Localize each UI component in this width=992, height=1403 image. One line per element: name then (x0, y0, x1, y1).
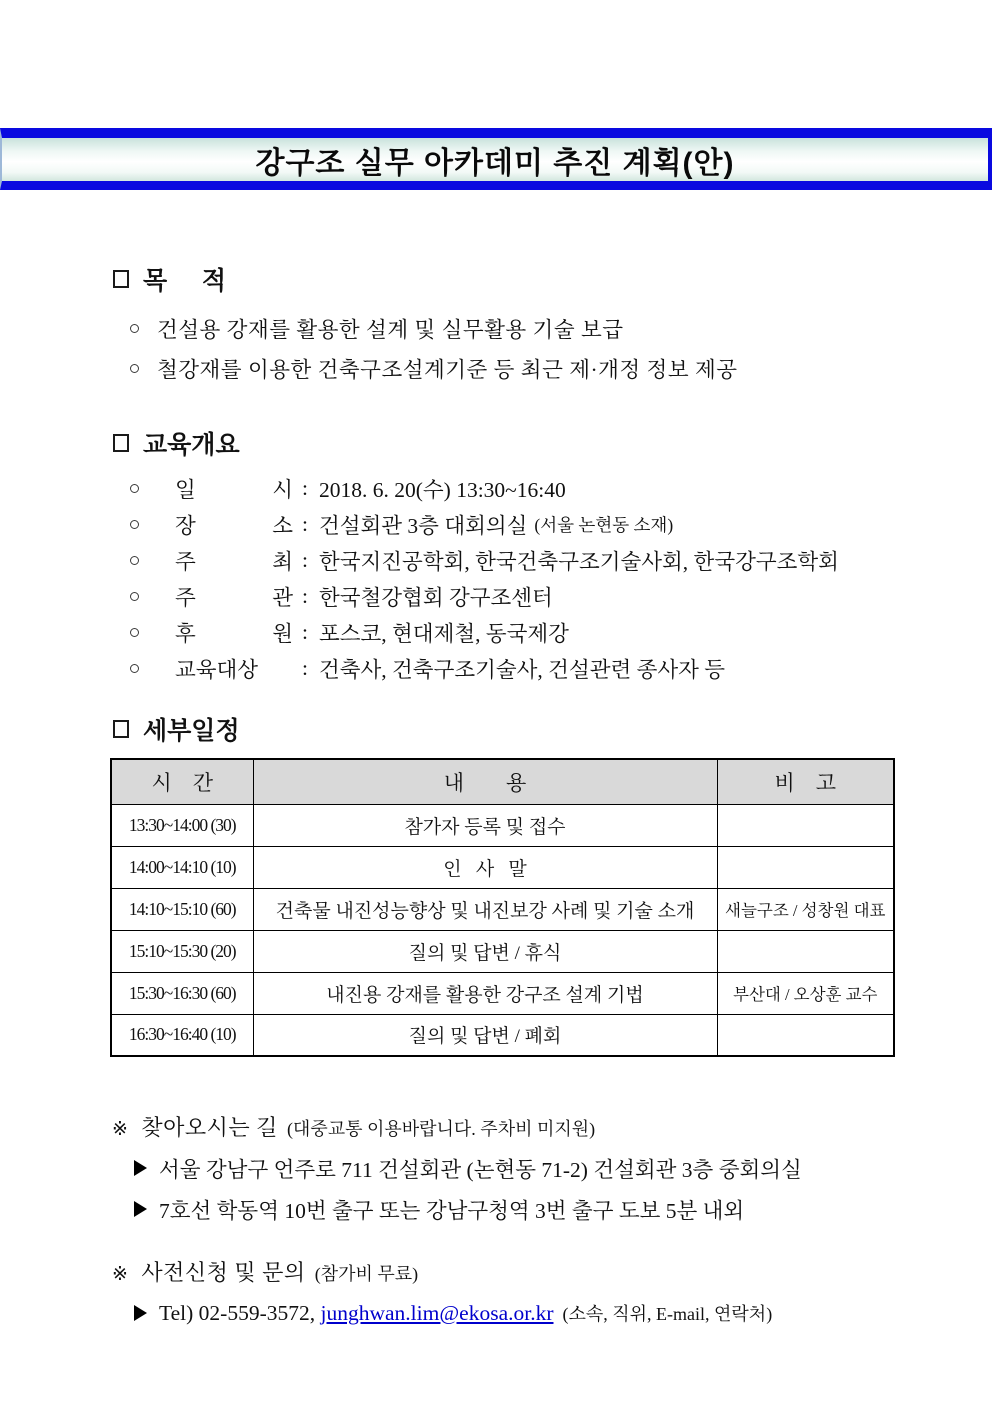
contact-heading-line (112, 1256, 895, 1287)
schedule-table-body (111, 804, 894, 1056)
circle-bullet-icon (130, 664, 139, 673)
section-heading-schedule (113, 714, 895, 744)
schedule-table (110, 758, 895, 1057)
overview-item-value: 건축사, 건축구조기술사, 건설관련 종사자 등 (318, 657, 726, 682)
overview-item-label: 장 소 (175, 513, 293, 538)
circle-bullet-icon (130, 520, 139, 529)
overview-item (130, 542, 895, 578)
schedule-cell-content: 참가자 등록 및 접수 (253, 804, 717, 846)
overview-item (130, 578, 895, 614)
schedule-cell-time: 16:30~16:40 (10) (111, 1014, 253, 1056)
schedule-cell-time: 13:30~14:00 (30) (111, 804, 253, 846)
overview-item-colon: : (302, 655, 308, 680)
overview-item-colon: : (302, 511, 308, 536)
directions-heading-label: 찾아오시는 길 (141, 1115, 278, 1140)
section-heading-purpose (113, 264, 895, 294)
schedule-cell-content: 건축물 내진성능향상 및 내진보강 사례 및 기술 소개 (253, 888, 717, 930)
overview-item-colon: : (302, 475, 308, 500)
overview-item-value: 2018. 6. 20(수) 13:30~16:40 (318, 477, 566, 502)
overview-item-colon: : (302, 583, 308, 608)
overview-item-value: 건설회관 3층 대회의실 (318, 513, 528, 538)
overview-item-colon: : (302, 547, 308, 572)
purpose-heading-label: 목 적 (143, 267, 227, 295)
overview-item-value: 포스코, 현대제철, 동국제강 (318, 621, 569, 646)
table-row (111, 846, 894, 888)
contact-heading-label: 사전신청 및 문의 (141, 1260, 306, 1285)
contact-suffix-text: (소속, 직위, E-mail, 연락처) (562, 1304, 773, 1324)
contact-note: (참가비 무료) (314, 1264, 419, 1284)
overview-item-note: (서울 논현동 소재) (534, 514, 674, 535)
purpose-item (130, 308, 895, 348)
overview-item-label: 일 시 (175, 477, 293, 502)
schedule-cell-remark: 부산대 / 오상훈 교수 (717, 972, 894, 1014)
page-title: 강구조 실무 아카데미 추진 계획(안) (255, 146, 735, 180)
section-heading-overview (113, 428, 895, 458)
schedule-cell-content: 질의 및 답변 / 폐회 (253, 1014, 717, 1056)
circle-bullet-icon (130, 628, 139, 637)
table-row (111, 930, 894, 972)
directions-heading-line (112, 1111, 895, 1142)
schedule-cell-time: 14:10~15:10 (60) (111, 888, 253, 930)
overview-list (130, 470, 895, 686)
schedule-cell-remark (717, 930, 894, 972)
overview-item-colon: : (302, 619, 308, 644)
overview-item-value: 한국지진공학회, 한국건축구조기술사회, 한국강구조학회 (318, 549, 839, 574)
schedule-cell-time: 15:10~15:30 (20) (111, 930, 253, 972)
overview-heading-label: 교육개요 (143, 431, 240, 459)
table-row (111, 1014, 894, 1056)
arrow-bullet-icon (134, 1201, 147, 1217)
circle-bullet-icon (130, 556, 139, 565)
directions-note: (대중교통 이용바랍니다. 주차비 미지원) (286, 1119, 596, 1139)
schedule-col-time: 시 간 (111, 759, 253, 804)
circle-bullet-icon (130, 592, 139, 601)
purpose-item-text: 건설용 강재를 활용한 설계 및 실무활용 기술 보급 (157, 317, 624, 342)
directions-item-text: 서울 강남구 언주로 711 건설회관 (논현동 71-2) 건설회관 3층 중회의실 (159, 1157, 802, 1182)
contact-tel-line (134, 1298, 895, 1328)
schedule-cell-content: 질의 및 답변 / 휴식 (253, 930, 717, 972)
contact-tel-text: Tel) 02-559-3572, (159, 1300, 316, 1325)
reference-mark-icon: ※ (112, 1264, 129, 1285)
document-content (0, 264, 992, 1328)
table-row (111, 972, 894, 1014)
table-row (111, 804, 894, 846)
contact-email-link[interactable]: junghwan.lim@ekosa.or.kr (320, 1300, 554, 1325)
square-bullet-icon (113, 720, 129, 738)
schedule-heading-label: 세부일정 (143, 717, 240, 745)
directions-list (97, 1153, 895, 1224)
circle-bullet-icon (130, 484, 139, 493)
overview-item (130, 470, 895, 506)
square-bullet-icon (113, 434, 129, 452)
overview-item (130, 614, 895, 650)
schedule-cell-remark (717, 846, 894, 888)
schedule-header-row (111, 759, 894, 804)
table-row (111, 888, 894, 930)
directions-item-text: 7호선 학동역 10번 출구 또는 강남구청역 3번 출구 도보 5분 내외 (159, 1198, 745, 1223)
overview-item-label: 주 최 (175, 549, 293, 574)
overview-item-label: 주 관 (175, 585, 293, 610)
overview-item-value: 한국철강협회 강구조센터 (318, 585, 553, 610)
schedule-col-remark: 비 고 (717, 759, 894, 804)
arrow-bullet-icon (134, 1160, 147, 1176)
purpose-item (130, 348, 895, 388)
circle-bullet-icon (130, 324, 139, 333)
circle-bullet-icon (130, 364, 139, 373)
title-banner (0, 128, 992, 190)
schedule-cell-content: 인 사 말 (253, 846, 717, 888)
purpose-list (130, 308, 895, 388)
schedule-cell-remark (717, 1014, 894, 1056)
arrow-bullet-icon (134, 1305, 147, 1321)
reference-mark-icon: ※ (112, 1119, 129, 1140)
overview-item-label: 교육대상 (175, 657, 259, 682)
schedule-cell-remark: 새늘구조 / 성창원 대표 (717, 888, 894, 930)
schedule-cell-remark (717, 804, 894, 846)
overview-item (130, 506, 895, 542)
schedule-cell-time: 14:00~14:10 (10) (111, 846, 253, 888)
schedule-cell-content: 내진용 강재를 활용한 강구조 설계 기법 (253, 972, 717, 1014)
schedule-col-content: 내 용 (253, 759, 717, 804)
directions-item (134, 1194, 895, 1224)
square-bullet-icon (113, 270, 129, 288)
overview-item-label: 후 원 (175, 621, 293, 646)
overview-item (130, 650, 895, 686)
directions-item (134, 1153, 895, 1183)
schedule-cell-time: 15:30~16:30 (60) (111, 972, 253, 1014)
purpose-item-text: 철강재를 이용한 건축구조설계기준 등 최근 제·개정 정보 제공 (157, 357, 738, 382)
